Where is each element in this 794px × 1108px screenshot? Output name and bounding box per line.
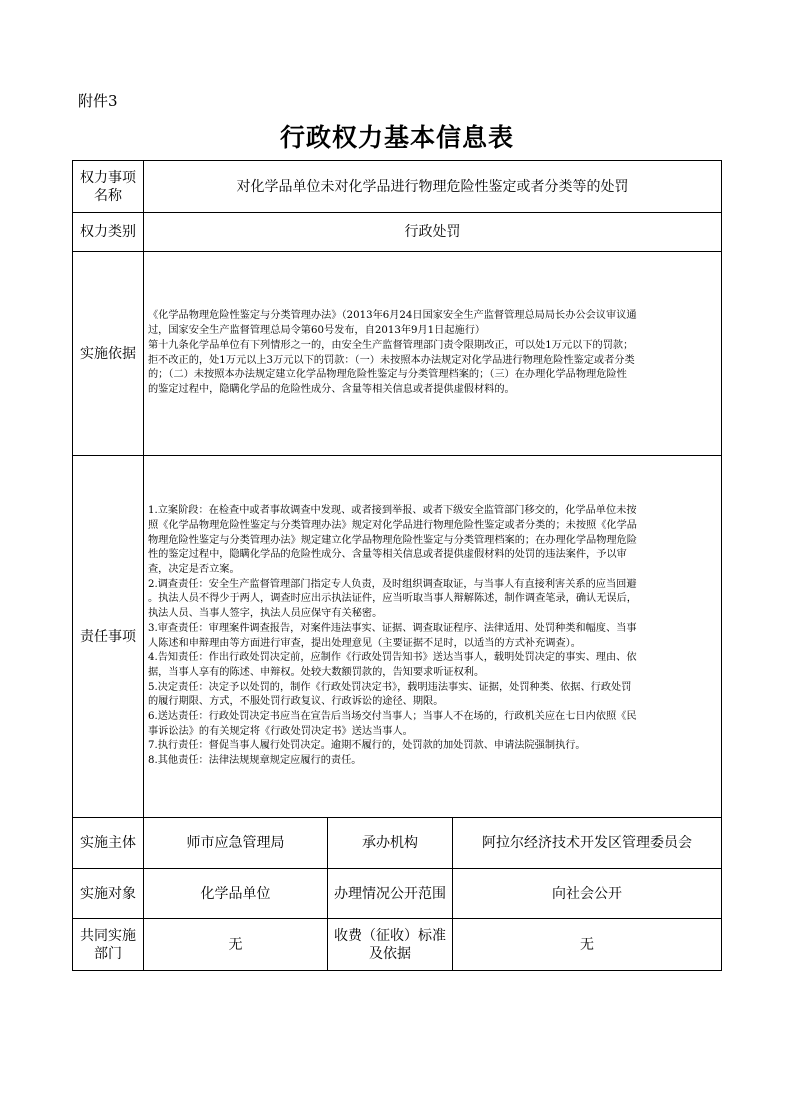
- text-line: 5.决定责任：决定予以处罚的，制作《行政处罚决定书》，载明违法事实、证据，处罚种类、依据、行政处罚: [148, 681, 632, 693]
- row-joint: [73, 919, 722, 971]
- text-line: 6.送达责任：行政处罚决定书应当在宣告后当场交付当事人；当事人不在场的，行政机关应在七日内依照《民: [148, 710, 637, 722]
- label-handling-agency: 承办机构: [328, 818, 453, 869]
- label-joint-department: 共同实施部门: [73, 919, 144, 971]
- page-title: 行政权力基本信息表: [279, 123, 514, 152]
- row-subject: [73, 818, 722, 869]
- text-line: 执法人员、当事人签字，执法人员应保守有关秘密。: [148, 608, 383, 620]
- text-line: 照《化学品物理危险性鉴定与分类管理办法》规定对化学品进行物理危险性鉴定或者分类的；未按照《化学品: [148, 520, 637, 531]
- text-line: 拒不改正的，处1万元以上3万元以下的罚款：（一）未按照本办法规定对化学品进行物理危险性鉴定或者分类: [148, 354, 635, 366]
- label-subject: 实施主体: [73, 818, 144, 869]
- text-line: 物理危险性鉴定与分类管理办法》规定建立化学品物理危险性鉴定与分类管理档案的；在办理化学品物理危险: [148, 534, 637, 546]
- text-line: 4.告知责任：作出行政处罚决定前，应制作《行政处罚告知书》送达当事人，载明处罚决定的事实、理由、依: [148, 652, 637, 664]
- row-category: [73, 213, 722, 252]
- value-fee-standard: 无: [453, 919, 722, 971]
- label-target: 实施对象: [73, 869, 144, 919]
- label-fee-standard: 收费（征收）标准及依据: [328, 919, 453, 971]
- text-line: 性的鉴定过程中，隐瞒化学品的危险性成分、含量等相关信息或者提供虚假材料的处罚的违法案件，予以审: [148, 549, 627, 561]
- text-line: 8.其他责任：法律法规规章规定应履行的责任。: [148, 755, 362, 766]
- value-basis: [144, 252, 722, 456]
- text-line: 据，当事人享有的陈述、申辩权。处较大数额罚款的，告知要求听证权利。: [148, 666, 485, 678]
- text-line: 事诉讼法》的有关规定将《行政处罚决定书》送达当事人。: [148, 725, 413, 737]
- value-category: 行政处罚: [144, 213, 722, 252]
- row-responsibility: [73, 456, 722, 818]
- row-target: [73, 869, 722, 919]
- value-disclosure-scope: 向社会公开: [453, 869, 722, 919]
- text-line: 查，决定是否立案。: [148, 564, 240, 576]
- label-category: 权力类别: [73, 213, 144, 252]
- text-line: 7.执行责任：督促当事人履行处罚决定。逾期不履行的，处罚款的加处罚款、申请法院强制执行。: [148, 740, 586, 752]
- text-line: 的；（二）未按照本办法规定建立化学品物理危险性鉴定与分类管理档案的；（三）在办理化学品物理危险性: [148, 369, 627, 381]
- value-handling-agency: 阿拉尔经济技术开发区管理委员会: [453, 818, 722, 869]
- value-target: 化学品单位: [144, 869, 328, 919]
- text-line: 人陈述和申辩理由等方面进行审查，提出处理意见（主要证据不足时，以适当的方式补充调查）。: [148, 637, 581, 649]
- value-joint-department: 无: [144, 919, 328, 971]
- text-line: 过，国家安全生产监督管理总局令第60号发布，自2013年9月1日起施行）: [148, 325, 486, 337]
- label-responsibility: 责任事项: [73, 456, 144, 818]
- value-responsibility: [144, 456, 722, 818]
- text-line: 3.审查责任：审理案件调查报告，对案件违法事实、证据、调查取证程序、法律适用、处罚种类和幅度、当事: [148, 622, 637, 634]
- text-line: 《化学品物理危险性鉴定与分类管理办法》（2013年6月24日国家安全生产监督管理总局局长办公会议审议通: [148, 310, 637, 322]
- text-line: 第十九条化学品单位有下列情形之一的，由安全生产监督管理部门责令限期改正，可以处1万元以下的罚款；: [148, 339, 634, 351]
- row-basis: [73, 252, 722, 456]
- text-line: 2.调查责任：安全生产监督管理部门指定专人负责，及时组织调查取证，与当事人有直接利害关系的应当回避: [148, 578, 637, 590]
- text-line: 的鉴定过程中，隐瞒化学品的危险性成分、含量等相关信息或者提供虚假材料的。: [148, 383, 515, 395]
- value-item-name: 对化学品单位未对化学品进行物理危险性鉴定或者分类等的处罚: [144, 161, 722, 213]
- label-basis: 实施依据: [73, 252, 144, 456]
- label-item-name: 权力事项名称: [73, 161, 144, 213]
- row-item-name: [73, 161, 722, 213]
- value-subject: 师市应急管理局: [144, 818, 328, 869]
- info-table: [72, 160, 722, 971]
- text-line: 1.立案阶段：在检查中或者事故调查中发现、或者接到举报、或者下级安全监管部门移交的，化学品单位未按: [148, 505, 637, 517]
- text-line: 。执法人员不得少于两人，调查时应出示执法证件，应当听取当事人辩解陈述，制作调查笔录，确认无误后，: [148, 593, 637, 605]
- attachment-label: 附件3: [78, 92, 118, 110]
- label-disclosure-scope: 办理情况公开范围: [328, 869, 453, 919]
- text-line: 的履行期限、方式，不服处罚行政复议、行政诉讼的途径、期限。: [148, 696, 444, 708]
